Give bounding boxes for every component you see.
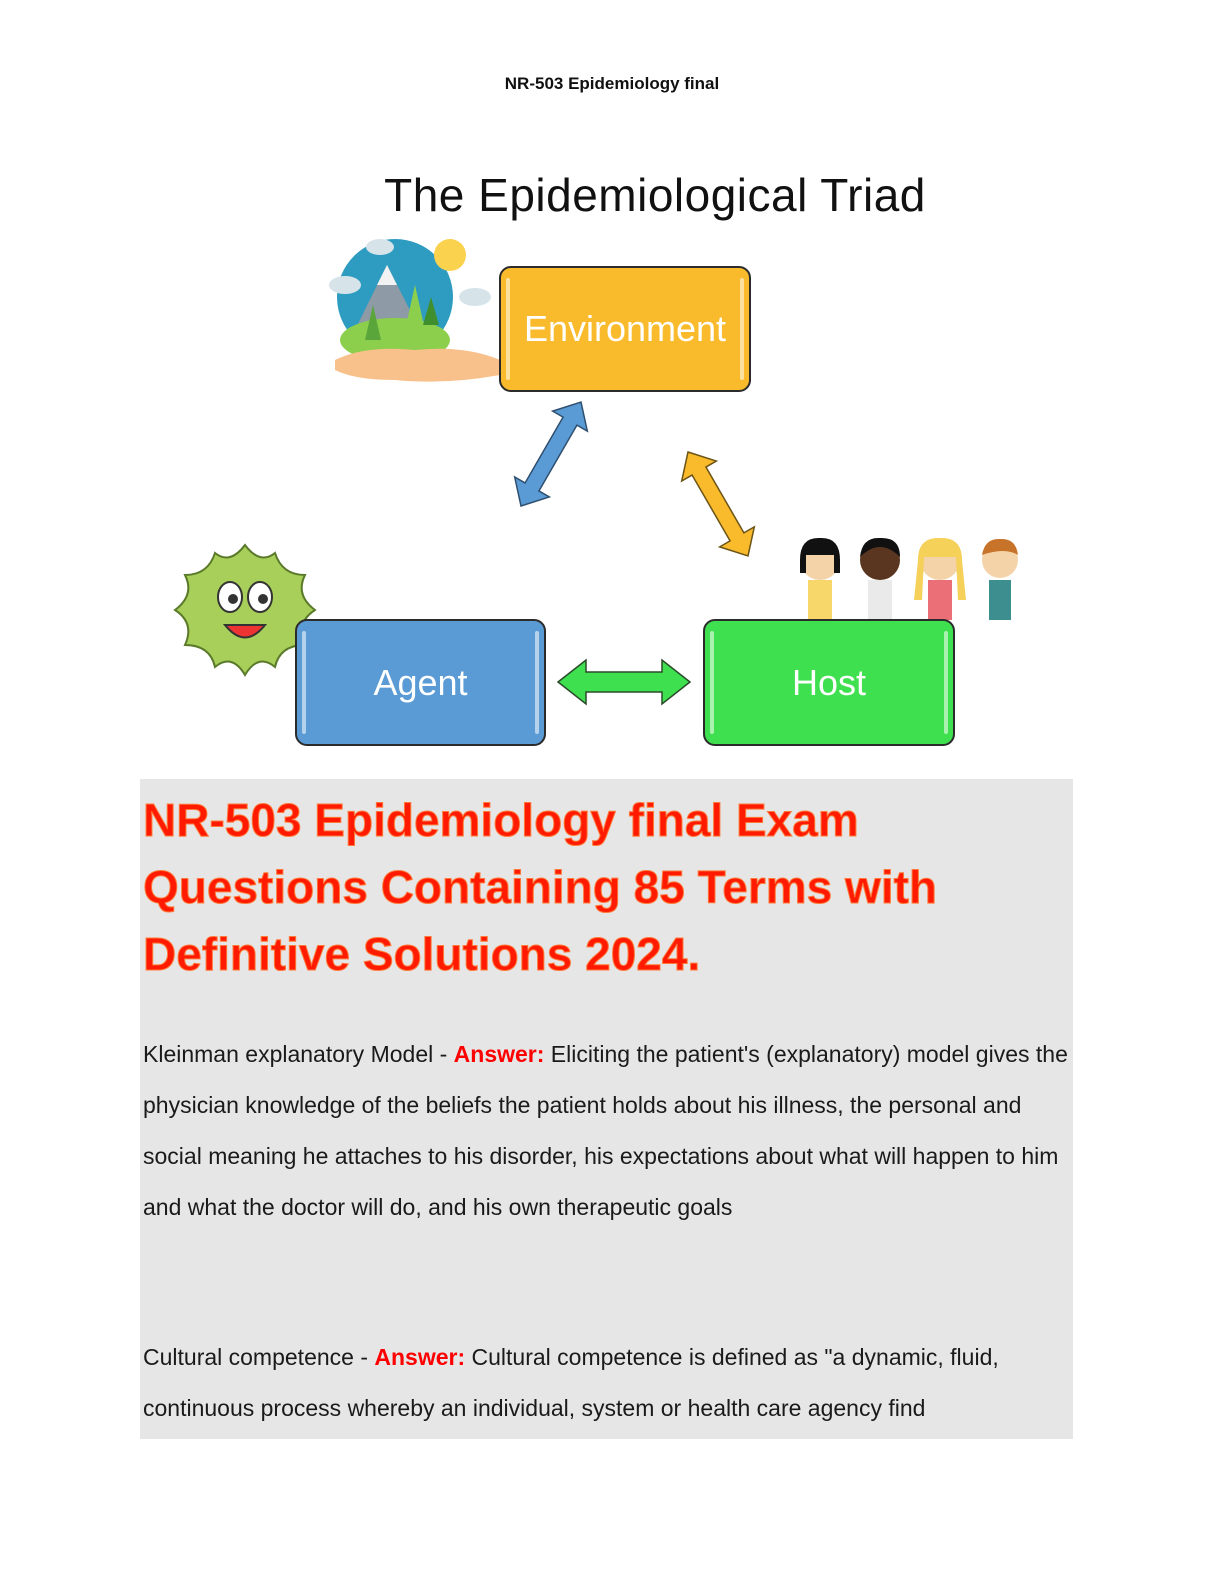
environment-host-arrow-icon	[671, 442, 766, 566]
qa-entry	[143, 1332, 1068, 1434]
epidemiological-triad-figure	[160, 160, 1060, 760]
document-title: NR-503 Epidemiology final Exam Questions Containing 85 Terms with Definitive Solutions 2024.	[143, 794, 938, 980]
term: Cultural competence -	[143, 1344, 375, 1370]
agent-node: Agent	[295, 619, 546, 746]
content-section	[140, 779, 1073, 1439]
agent-host-arrow-icon	[558, 660, 690, 704]
figure-title: The Epidemiological Triad	[384, 169, 926, 221]
answer-text: Eliciting the patient's (explanatory) model gives the physician knowledge of the beliefs the patient holds about his illness, the personal and social meaning he attaches to his disorder, his expectations about what will happen to him and what the doctor will do, and his own therapeutic goals	[143, 1041, 1068, 1220]
qa-entry	[143, 1029, 1068, 1233]
term: Kleinman explanatory Model -	[143, 1041, 454, 1067]
environment-node: Environment	[499, 266, 751, 392]
host-node: Host	[703, 619, 955, 746]
answer-label: Answer:	[453, 1041, 545, 1067]
agent-environment-arrow-icon	[504, 392, 599, 516]
answer-text: Cultural competence is defined as "a dynamic, fluid, continuous process whereby an individual, system or health care agency find	[143, 1344, 999, 1421]
answer-label: Answer:	[374, 1344, 466, 1370]
page-header: NR-503 Epidemiology final	[504, 74, 720, 93]
